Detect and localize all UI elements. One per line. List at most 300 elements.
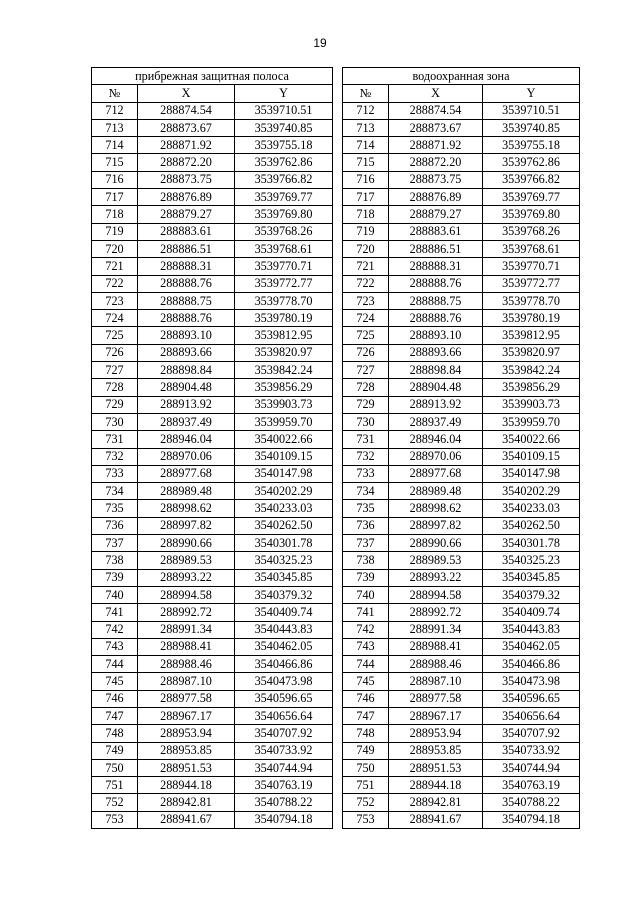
cell-x: 288872.20 [138,154,235,171]
cell-y: 3539772.77 [483,275,580,292]
cell-number: 743 [343,638,389,655]
cell-y: 3540443.83 [235,621,333,638]
cell-number: 719 [343,223,389,240]
table-row [343,413,580,430]
table-row [343,690,580,707]
table-row [343,794,580,811]
cell-y: 3540656.64 [235,707,333,724]
cell-number: 727 [343,362,389,379]
cell-x: 288874.54 [389,102,483,119]
cell-y: 3540345.85 [235,569,333,586]
cell-y: 3539780.19 [483,310,580,327]
table-row [92,777,333,794]
table-row [343,344,580,361]
table-row [92,621,333,638]
cell-x: 288904.48 [138,379,235,396]
cell-y: 3539769.77 [483,189,580,206]
cell-y: 3540262.50 [235,517,333,534]
cell-number: 714 [92,137,138,154]
cell-x: 288898.84 [389,362,483,379]
cell-number: 712 [343,102,389,119]
cell-number: 732 [343,448,389,465]
table-row [343,742,580,759]
table-row [343,223,580,240]
table-row [92,586,333,603]
cell-number: 734 [343,483,389,500]
cell-y: 3539903.73 [483,396,580,413]
table-row [92,465,333,482]
cell-y: 3539755.18 [235,137,333,154]
cell-y: 3540733.92 [235,742,333,759]
cell-y: 3540233.03 [235,500,333,517]
table-row [343,465,580,482]
table-row [92,725,333,742]
cell-x: 288967.17 [138,707,235,724]
cell-y: 3539766.82 [235,171,333,188]
table-row [92,362,333,379]
cell-y: 3540233.03 [483,500,580,517]
cell-x: 288874.54 [138,102,235,119]
cell-x: 288879.27 [389,206,483,223]
table-row [343,431,580,448]
cell-number: 716 [343,171,389,188]
table-row [92,275,333,292]
cell-y: 3539769.80 [483,206,580,223]
cell-x: 288898.84 [138,362,235,379]
cell-number: 753 [343,811,389,828]
cell-x: 288893.10 [389,327,483,344]
cell-number: 749 [343,742,389,759]
cell-y: 3540409.74 [235,604,333,621]
cell-x: 288888.75 [389,292,483,309]
cell-x: 288993.22 [389,569,483,586]
table-row [92,448,333,465]
cell-y: 3540794.18 [235,811,333,828]
cell-number: 744 [92,656,138,673]
table-row [343,119,580,136]
cell-number: 750 [92,759,138,776]
cell-x: 288937.49 [389,413,483,430]
cell-number: 740 [343,586,389,603]
table-row [343,379,580,396]
cell-y: 3539812.95 [235,327,333,344]
table-row [343,292,580,309]
table-row [92,396,333,413]
cell-x: 288953.85 [138,742,235,759]
column-header-y: Y [235,85,333,102]
cell-x: 288883.61 [138,223,235,240]
cell-y: 3539820.97 [483,344,580,361]
cell-x: 288989.48 [389,483,483,500]
table-row [343,275,580,292]
cell-y: 3539856.29 [235,379,333,396]
table-row [92,413,333,430]
cell-x: 288888.76 [389,275,483,292]
table-row [343,535,580,552]
cell-x: 288977.58 [389,690,483,707]
table-row [343,638,580,655]
cell-number: 737 [92,535,138,552]
cell-x: 288941.67 [389,811,483,828]
cell-x: 288941.67 [138,811,235,828]
cell-x: 288953.94 [138,725,235,742]
cell-x: 288872.20 [389,154,483,171]
cell-y: 3540707.92 [235,725,333,742]
cell-y: 3540462.05 [483,638,580,655]
table-row [92,673,333,690]
cell-number: 724 [92,310,138,327]
cell-x: 288893.66 [389,344,483,361]
cell-number: 736 [343,517,389,534]
table-row [343,189,580,206]
cell-number: 716 [92,171,138,188]
cell-x: 288873.67 [138,119,235,136]
cell-x: 288944.18 [138,777,235,794]
cell-number: 742 [92,621,138,638]
cell-number: 715 [92,154,138,171]
cell-number: 728 [343,379,389,396]
table-row [343,707,580,724]
cell-y: 3540147.98 [483,465,580,482]
table-row [343,171,580,188]
table-row [92,759,333,776]
cell-x: 288873.75 [138,171,235,188]
cell-y: 3539768.26 [235,223,333,240]
table-row [92,535,333,552]
cell-x: 288942.81 [389,794,483,811]
cell-number: 725 [92,327,138,344]
cell-x: 288987.10 [389,673,483,690]
column-header-number: № [92,85,138,102]
cell-y: 3540109.15 [235,448,333,465]
cell-number: 737 [343,535,389,552]
cell-number: 714 [343,137,389,154]
cell-y: 3540147.98 [235,465,333,482]
table-row [343,206,580,223]
cell-number: 739 [92,569,138,586]
cell-y: 3539842.24 [483,362,580,379]
cell-y: 3540788.22 [483,794,580,811]
table-row [92,638,333,655]
cell-x: 288970.06 [389,448,483,465]
cell-number: 743 [92,638,138,655]
cell-number: 721 [92,258,138,275]
cell-x: 288876.89 [389,189,483,206]
cell-x: 288888.31 [138,258,235,275]
cell-x: 288871.92 [138,137,235,154]
cell-y: 3539770.71 [483,258,580,275]
cell-number: 738 [343,552,389,569]
table-row [92,379,333,396]
cell-x: 288886.51 [138,240,235,257]
cell-x: 288904.48 [389,379,483,396]
cell-y: 3540022.66 [235,431,333,448]
table-row [343,586,580,603]
cell-y: 3539778.70 [483,292,580,309]
table-row [343,552,580,569]
table-row [343,517,580,534]
cell-y: 3540109.15 [483,448,580,465]
table-row [92,500,333,517]
cell-number: 730 [343,413,389,430]
cell-x: 288879.27 [138,206,235,223]
cell-number: 736 [92,517,138,534]
cell-y: 3540473.98 [235,673,333,690]
cell-number: 723 [92,292,138,309]
cell-x: 288992.72 [389,604,483,621]
cell-x: 288994.58 [389,586,483,603]
cell-x: 288988.41 [138,638,235,655]
cell-number: 715 [343,154,389,171]
cell-y: 3539768.26 [483,223,580,240]
table-row [92,102,333,119]
cell-y: 3539770.71 [235,258,333,275]
cell-y: 3539959.70 [235,413,333,430]
cell-number: 730 [92,413,138,430]
cell-number: 717 [92,189,138,206]
table-row [92,258,333,275]
cell-x: 288990.66 [389,535,483,552]
cell-y: 3540744.94 [483,759,580,776]
cell-y: 3539769.80 [235,206,333,223]
cell-number: 733 [343,465,389,482]
cell-x: 288937.49 [138,413,235,430]
cell-x: 288888.76 [389,310,483,327]
cell-number: 720 [92,240,138,257]
cell-number: 722 [92,275,138,292]
cell-y: 3540345.85 [483,569,580,586]
cell-x: 288991.34 [138,621,235,638]
cell-number: 726 [92,344,138,361]
cell-number: 733 [92,465,138,482]
cell-number: 742 [343,621,389,638]
cell-number: 751 [92,777,138,794]
table-row [343,448,580,465]
table-row [343,362,580,379]
cell-y: 3539740.85 [483,119,580,136]
cell-x: 288953.85 [389,742,483,759]
table-row [92,310,333,327]
cell-number: 746 [343,690,389,707]
table-row [92,811,333,828]
cell-x: 288991.34 [389,621,483,638]
cell-number: 750 [343,759,389,776]
cell-number: 747 [92,707,138,724]
cell-x: 288893.66 [138,344,235,361]
cell-y: 3540301.78 [235,535,333,552]
cell-y: 3539856.29 [483,379,580,396]
column-header-number: № [343,85,389,102]
cell-y: 3539740.85 [235,119,333,136]
cell-y: 3540596.65 [483,690,580,707]
table-row [92,690,333,707]
table-row [343,483,580,500]
cell-y: 3540473.98 [483,673,580,690]
cell-y: 3539903.73 [235,396,333,413]
table-row [92,569,333,586]
cell-y: 3540656.64 [483,707,580,724]
water-protection-zone-table [342,67,580,829]
cell-y: 3539778.70 [235,292,333,309]
cell-number: 729 [92,396,138,413]
cell-y: 3540763.19 [235,777,333,794]
cell-x: 288873.67 [389,119,483,136]
cell-number: 712 [92,102,138,119]
table-row [343,759,580,776]
table-row [92,604,333,621]
cell-y: 3540301.78 [483,535,580,552]
table-row [343,310,580,327]
cell-y: 3540462.05 [235,638,333,655]
table-row [92,707,333,724]
table-row [92,171,333,188]
cell-x: 288967.17 [389,707,483,724]
cell-y: 3540788.22 [235,794,333,811]
table-row [92,483,333,500]
cell-number: 713 [343,119,389,136]
cell-number: 713 [92,119,138,136]
cell-x: 288888.75 [138,292,235,309]
cell-number: 722 [343,275,389,292]
cell-y: 3539959.70 [483,413,580,430]
cell-y: 3540202.29 [483,483,580,500]
cell-number: 753 [92,811,138,828]
cell-number: 740 [92,586,138,603]
cell-x: 288998.62 [389,500,483,517]
cell-y: 3540379.32 [483,586,580,603]
cell-number: 745 [343,673,389,690]
cell-y: 3540744.94 [235,759,333,776]
cell-number: 751 [343,777,389,794]
cell-x: 288988.46 [138,656,235,673]
table-row [92,517,333,534]
cell-number: 718 [343,206,389,223]
cell-x: 288876.89 [138,189,235,206]
cell-x: 288951.53 [138,759,235,776]
cell-number: 727 [92,362,138,379]
cell-number: 724 [343,310,389,327]
table-title: прибрежная защитная полоса [92,68,333,85]
coastal-protective-strip-table [91,67,333,829]
table-row [343,604,580,621]
table-row [343,656,580,673]
cell-y: 3540466.86 [483,656,580,673]
cell-y: 3539766.82 [483,171,580,188]
column-header-x: X [389,85,483,102]
cell-x: 288883.61 [389,223,483,240]
cell-x: 288944.18 [389,777,483,794]
cell-x: 288988.41 [389,638,483,655]
cell-number: 752 [343,794,389,811]
table-row [92,742,333,759]
cell-y: 3540466.86 [235,656,333,673]
cell-number: 748 [92,725,138,742]
table-row [343,154,580,171]
table-row [343,396,580,413]
cell-y: 3539710.51 [235,102,333,119]
cell-number: 721 [343,258,389,275]
table-row [343,102,580,119]
cell-y: 3540262.50 [483,517,580,534]
cell-y: 3540325.23 [483,552,580,569]
cell-y: 3540325.23 [235,552,333,569]
cell-x: 288997.82 [138,517,235,534]
table-row [343,569,580,586]
table-row [92,344,333,361]
cell-y: 3540794.18 [483,811,580,828]
cell-y: 3539842.24 [235,362,333,379]
cell-number: 741 [343,604,389,621]
cell-x: 288994.58 [138,586,235,603]
cell-y: 3540707.92 [483,725,580,742]
cell-x: 288913.92 [138,396,235,413]
cell-number: 723 [343,292,389,309]
cell-y: 3539710.51 [483,102,580,119]
cell-x: 288888.31 [389,258,483,275]
page-number: 19 [313,36,327,50]
cell-x: 288946.04 [138,431,235,448]
table-row [343,500,580,517]
cell-number: 748 [343,725,389,742]
table-row [343,673,580,690]
cell-y: 3540443.83 [483,621,580,638]
cell-number: 717 [343,189,389,206]
cell-y: 3539768.61 [235,240,333,257]
cell-y: 3540763.19 [483,777,580,794]
table-row [92,240,333,257]
table-row [343,327,580,344]
table-row [343,621,580,638]
cell-number: 731 [343,431,389,448]
column-header-x: X [138,85,235,102]
cell-x: 288871.92 [389,137,483,154]
table-row [343,137,580,154]
cell-y: 3539769.77 [235,189,333,206]
table-row [343,777,580,794]
cell-y: 3539755.18 [483,137,580,154]
cell-number: 732 [92,448,138,465]
cell-x: 288951.53 [389,759,483,776]
cell-number: 735 [92,500,138,517]
cell-number: 719 [92,223,138,240]
cell-y: 3539780.19 [235,310,333,327]
cell-number: 741 [92,604,138,621]
cell-number: 725 [343,327,389,344]
table-row [92,794,333,811]
cell-number: 746 [92,690,138,707]
cell-y: 3540022.66 [483,431,580,448]
cell-y: 3539772.77 [235,275,333,292]
cell-y: 3539812.95 [483,327,580,344]
cell-number: 731 [92,431,138,448]
cell-number: 729 [343,396,389,413]
cell-x: 288977.68 [138,465,235,482]
cell-number: 744 [343,656,389,673]
table-row [92,656,333,673]
cell-x: 288888.76 [138,310,235,327]
cell-x: 288873.75 [389,171,483,188]
cell-number: 738 [92,552,138,569]
cell-y: 3539762.86 [235,154,333,171]
cell-number: 726 [343,344,389,361]
cell-x: 288989.48 [138,483,235,500]
cell-y: 3539768.61 [483,240,580,257]
cell-x: 288942.81 [138,794,235,811]
cell-x: 288977.58 [138,690,235,707]
cell-x: 288989.53 [389,552,483,569]
table-row [92,431,333,448]
cell-x: 288988.46 [389,656,483,673]
